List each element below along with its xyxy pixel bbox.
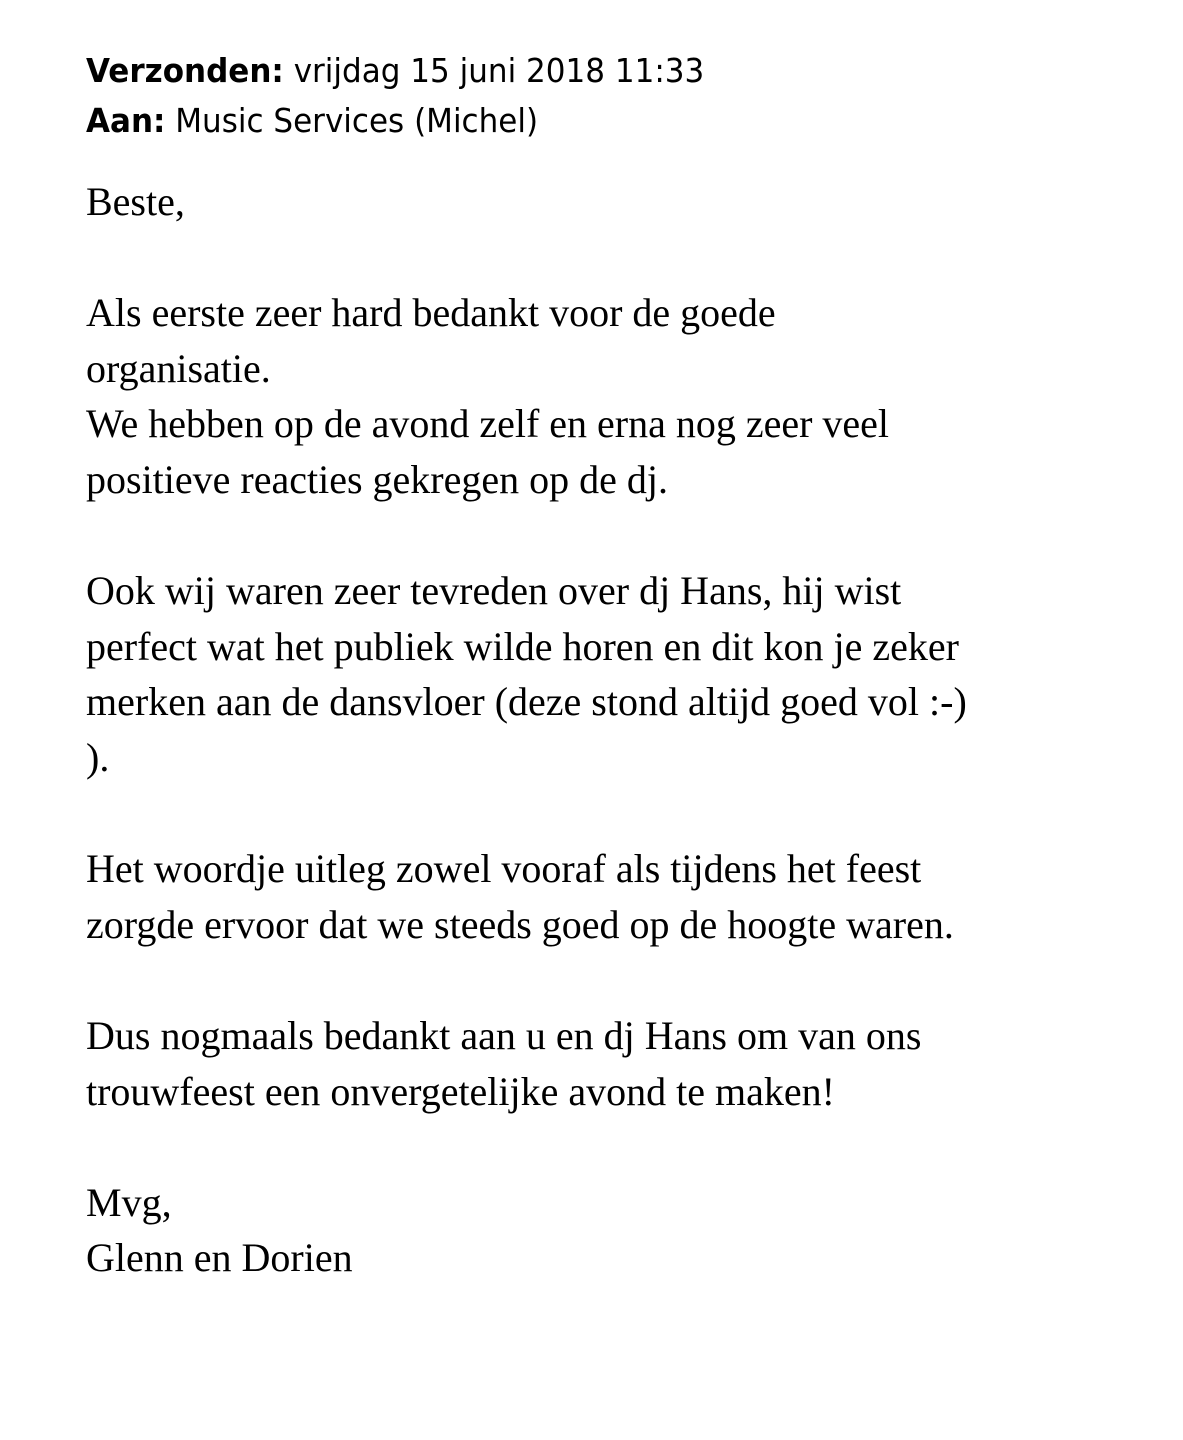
email-body bbox=[86, 174, 1146, 1286]
signature: Glenn en Dorien bbox=[86, 1235, 353, 1281]
text-line: zorgde ervoor dat we steeds goed op de hoogte waren. bbox=[86, 901, 954, 947]
to-header bbox=[86, 96, 1082, 146]
text-line: perfect wat het publiek wilde horen en dit kon je zeker bbox=[86, 623, 959, 669]
sent-header bbox=[86, 46, 1082, 96]
text-line: Als eerste zeer hard bedankt voor de goede bbox=[86, 290, 776, 336]
text-line: positieve reacties gekregen op de dj. bbox=[86, 456, 668, 502]
sent-value: vrijdag 15 juni 2018 11:33 bbox=[283, 51, 705, 90]
sent-label: Verzonden: bbox=[86, 51, 284, 90]
text-line: trouwfeest een onvergetelijke avond te maken! bbox=[86, 1068, 835, 1114]
text-line: ). bbox=[86, 734, 110, 780]
text-line: merken aan de dansvloer (deze stond altijd goed vol :-) bbox=[86, 679, 967, 725]
text-line: We hebben op de avond zelf en erna nog zeer veel bbox=[86, 401, 890, 447]
paragraph-dj-praise bbox=[86, 563, 1146, 785]
text-line: Dus nogmaals bedankt aan u en dj Hans om van ons bbox=[86, 1012, 922, 1058]
text-line: Het woordje uitleg zowel vooraf als tijdens het feest bbox=[86, 846, 922, 892]
email-message bbox=[86, 46, 1146, 1286]
closing: Mvg, bbox=[86, 1179, 172, 1225]
to-label: Aan: bbox=[86, 101, 166, 140]
text-line: Ook wij waren zeer tevreden over dj Hans, hij wist bbox=[86, 568, 902, 614]
to-value: Music Services (Michel) bbox=[165, 101, 539, 140]
paragraph-thanks bbox=[86, 285, 1146, 507]
paragraph-explanation bbox=[86, 841, 1146, 952]
greeting: Beste, bbox=[86, 179, 185, 224]
signature-block bbox=[86, 1175, 1146, 1286]
text-line: organisatie. bbox=[86, 345, 271, 391]
paragraph-final-thanks bbox=[86, 1008, 1146, 1119]
greeting-paragraph bbox=[86, 174, 1146, 230]
